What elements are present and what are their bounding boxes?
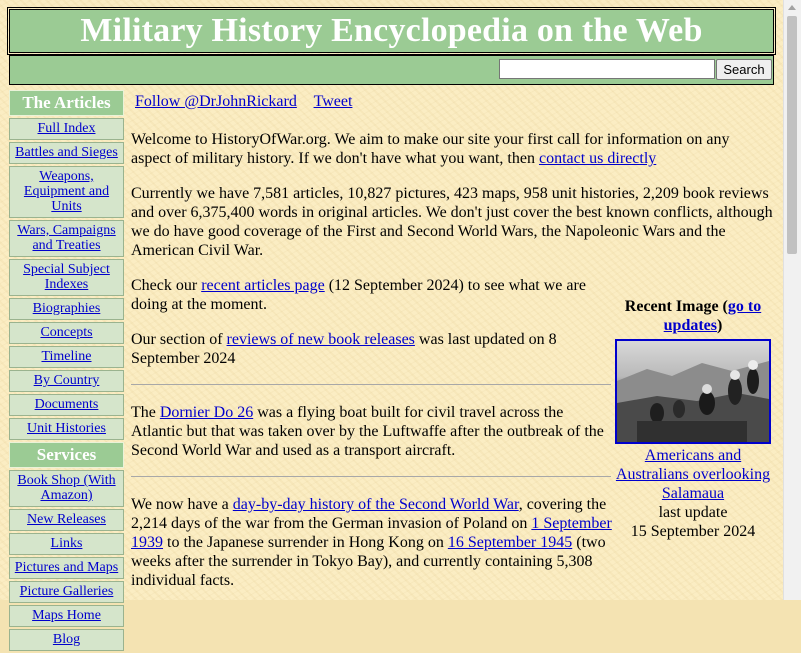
search-input[interactable] <box>499 59 715 79</box>
photo-scene <box>617 341 769 442</box>
sidebar-item-biographies[interactable]: Biographies <box>9 298 124 320</box>
intro-reviews: Our section of reviews of new book releases was last updated on 8 September 2024 <box>131 331 557 367</box>
tweet-link[interactable]: Tweet <box>313 93 353 110</box>
sidebar-item-blog[interactable]: Blog <box>9 629 124 651</box>
sidebar <box>9 89 124 653</box>
sidebar-item-battles[interactable]: Battles and Sieges <box>9 142 124 164</box>
site-title: Military History Encyclopedia on the Web <box>80 12 703 49</box>
sidebar-item-weapons[interactable]: Weapons, Equipment and Units <box>9 166 124 218</box>
recent-image-update-date: 15 September 2024 <box>630 523 756 540</box>
sidebar-item-new-releases[interactable]: New Releases <box>9 509 124 531</box>
recent-image-panel <box>614 297 772 541</box>
wwii-history: We now have a day-by-day history of the Second World War, covering the 2,214 days of the war from the German invasion of Poland on 1 September 1939 to the Japanese surrender in Hong Kong on 16 September 1945 (two weeks after the surrender in Tokyo Bay), and currently containing 5,308 individual facts. <box>131 496 612 589</box>
sidebar-item-maps-home[interactable]: Maps Home <box>9 605 124 627</box>
book-reviews-link[interactable]: reviews of new book releases <box>226 331 415 348</box>
sidebar-item-links[interactable]: Links <box>9 533 124 555</box>
sidebar-heading-services: Services <box>9 442 124 468</box>
search-button[interactable]: Search <box>716 59 772 80</box>
sidebar-item-picture-galleries[interactable]: Picture Galleries <box>9 581 124 603</box>
sidebar-item-concepts[interactable]: Concepts <box>9 322 124 344</box>
intro-recent: Check our recent articles page (12 September 2024) to see what we are doing at the moment. <box>131 277 586 313</box>
vertical-scrollbar[interactable] <box>783 0 801 600</box>
sidebar-item-by-country[interactable]: By Country <box>9 370 124 392</box>
social-links <box>135 93 365 111</box>
sidebar-item-timeline[interactable]: Timeline <box>9 346 124 368</box>
recent-image-update-label: last update <box>658 504 728 521</box>
sidebar-item-pictures-maps[interactable]: Pictures and Maps <box>9 557 124 579</box>
sidebar-item-book-shop[interactable]: Book Shop (With Amazon) <box>9 470 124 507</box>
end-date-link[interactable]: 16 September 1945 <box>447 534 573 551</box>
sidebar-item-special-indexes[interactable]: Special Subject Indexes <box>9 259 124 296</box>
start-date-link[interactable]: 1 September 1939 <box>131 515 612 551</box>
sidebar-item-wars[interactable]: Wars, Campaigns and Treaties <box>9 220 124 257</box>
wwii-history-link[interactable]: day-by-day history of the Second World War <box>232 496 519 513</box>
search-bar <box>9 55 774 85</box>
intro-stats: Currently we have 7,581 articles, 10,827 pictures, 423 maps, 958 unit histories, 2,209 book reviews and over 6,375,400 words in original articles. We don't just cover the best known conflicts, although we do have good coverage of the First and Second World Wars, the Napoleonic Wars and the American Civil War. <box>131 185 773 259</box>
sidebar-item-unit-histories[interactable]: Unit Histories <box>9 418 124 440</box>
scroll-thumb[interactable] <box>787 16 797 254</box>
feature-link[interactable]: Dornier Do 26 <box>159 404 254 421</box>
recent-articles-link[interactable]: recent articles page <box>201 277 325 294</box>
recent-image-caption-link[interactable]: Americans and Australians overlooking Salamaua <box>615 447 771 502</box>
site-banner <box>9 9 774 53</box>
scroll-up-arrow-icon[interactable] <box>788 5 796 10</box>
recent-image-title: Recent Image (go to updates) <box>624 298 762 334</box>
sidebar-heading-articles: The Articles <box>9 90 124 116</box>
feature-article: The Dornier Do 26 was a flying boat built for civil travel across the Atlantic but that was taken over by the Luftwaffe after the outbreak of the Second World War and used as a transport aircraft. <box>131 404 604 459</box>
divider <box>131 384 611 385</box>
recent-image-photo[interactable] <box>615 339 771 444</box>
updates-link[interactable]: go to updates <box>663 298 762 334</box>
divider <box>131 476 611 477</box>
follow-link[interactable]: Follow @DrJohnRickard <box>135 93 297 110</box>
sidebar-item-full-index[interactable]: Full Index <box>9 118 124 140</box>
intro-welcome: Welcome to HistoryOfWar.org. We aim to make our site your first call for information on any aspect of military history. If we don't have what you want, then contact us directly <box>131 131 730 167</box>
contact-link[interactable]: contact us directly <box>538 150 657 167</box>
sidebar-item-documents[interactable]: Documents <box>9 394 124 416</box>
